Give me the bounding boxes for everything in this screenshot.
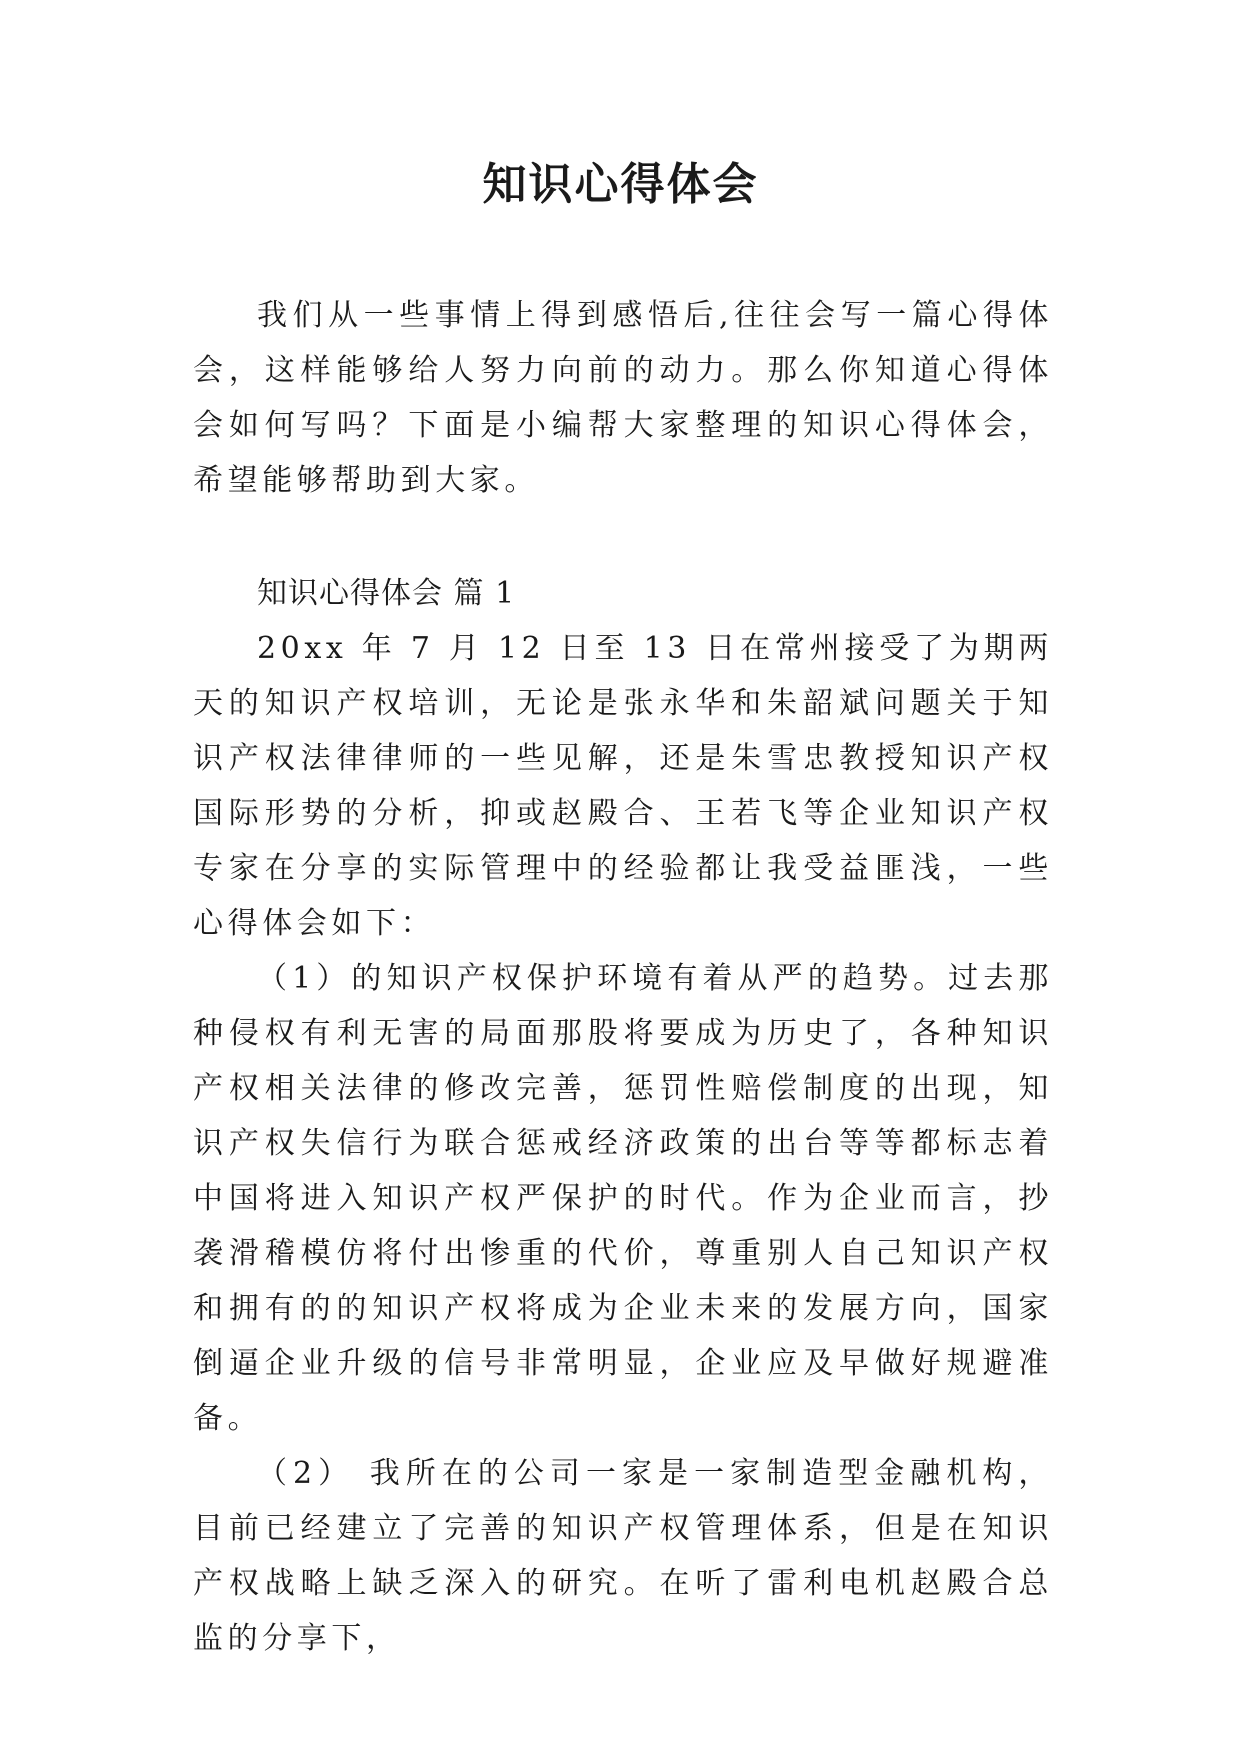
intro-paragraph: 我们从一些事情上得到感悟后,往往会写一篇心得体会，这样能够给人努力向前的动力。那么你知道心得体会如何写吗？下面是小编帮大家整理的知识心得体会，希望能够帮助到大家。 — [193, 298, 1053, 498]
section-paragraph: （2） 我所在的公司一家是一家制造型金融机构，目前已经建立了完善的知识产权管理体系，但是在知识产权战略上缺乏深入的研究。在听了雷利电机赵殿合总监的分享下， — [193, 1456, 1053, 1656]
section-paragraph: 20xx 年 7 月 12 日至 13 日在常州接受了为期两天的知识产权培训，无论是张永华和朱韶斌问题关于知识产权法律律师的一些见解，还是朱雪忠教授知识产权国际形势的分析，抑或赵殿合、王若飞等企业知识产权专家在分享的实际管理中的经验都让我受益匪浅，一些心得体会如下： — [193, 631, 1053, 941]
spacer — [193, 508, 1053, 566]
document-body — [193, 288, 1053, 1666]
document-title: 知识心得体会 — [482, 159, 759, 210]
section-heading: 知识心得体会 篇 1 — [257, 576, 516, 611]
section-paragraph: （1）的知识产权保护环境有着从严的趋势。过去那种侵权有利无害的局面那股将要成为历史了，各种知识产权相关法律的修改完善，惩罚性赔偿制度的出现，知识产权失信行为联合惩戒经济政策的出台等等都标志着中国将进入知识产权严保护的时代。作为企业而言，抄袭滑稽模仿将付出惨重的代价，尊重别人自己知识产权和拥有的的知识产权将成为企业未来的发展方向，国家倒逼企业升级的信号非常明显，企业应及早做好规避准备。 — [193, 961, 1053, 1436]
